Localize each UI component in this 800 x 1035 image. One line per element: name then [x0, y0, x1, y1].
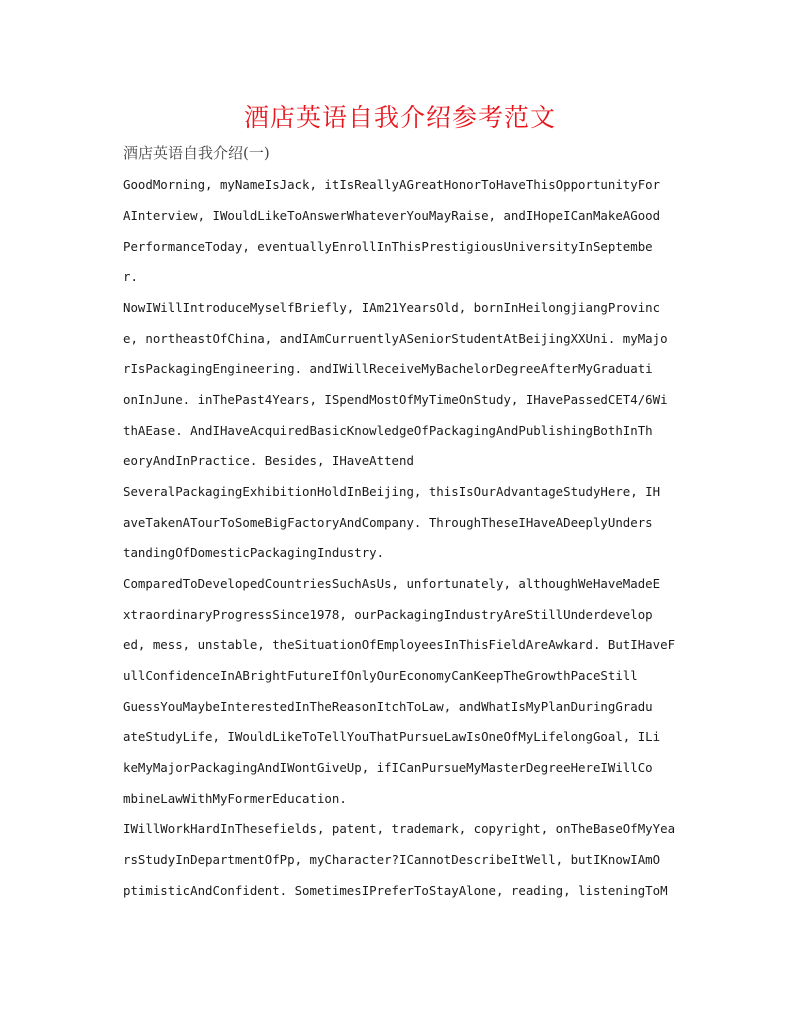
- body-line: aveTakenATourToSomeBigFactoryAndCompany. ThroughTheseIHaveADeeplyUnders: [123, 515, 653, 530]
- body-line: e, northeastOfChina, andIAmCurruentlyASeniorStudentAtBeijingXXUni. myMajo: [123, 331, 668, 346]
- body-line: onInJune. inThePast4Years, ISpendMostOfMyTimeOnStudy, IHavePassedCET4/6Wi: [123, 392, 668, 407]
- body-line: keMyMajorPackagingAndIWontGiveUp, ifICanPursueMyMasterDegreeHereIWillCo: [123, 760, 653, 775]
- body-line: ComparedToDevelopedCountriesSuchAsUs, unfortunately, althoughWeHaveMadeE: [123, 576, 661, 591]
- body-line: SeveralPackagingExhibitionHoldInBeijing, thisIsOurAdvantageStudyHere, IH: [123, 484, 661, 499]
- body-line: ptimisticAndConfident. SometimesIPreferToStayAlone, reading, listeningToM: [123, 883, 668, 898]
- body-line: r.: [123, 269, 138, 284]
- body-line: thAEase. AndIHaveAcquiredBasicKnowledgeOfPackagingAndPublishingBothInTh: [123, 423, 653, 438]
- body-line: ullConfidenceInABrightFutureIfOnlyOurEconomyCanKeepTheGrowthPaceStill: [123, 668, 638, 683]
- section-heading: 酒店英语自我介绍(一): [123, 144, 270, 162]
- body-line: mbineLawWithMyFormerEducation.: [123, 791, 347, 806]
- body-line: eoryAndInPractice. Besides, IHaveAttend: [123, 453, 414, 468]
- body-line: PerformanceToday, eventuallyEnrollInThisPrestigiousUniversityInSeptembe: [123, 239, 653, 254]
- document-title: 酒店英语自我介绍参考范文: [243, 103, 556, 132]
- body-line: rIsPackagingEngineering. andIWillReceiveMyBachelorDegreeAfterMyGraduati: [123, 361, 653, 376]
- body-line: rsStudyInDepartmentOfPp, myCharacter?ICannotDescribeItWell, butIKnowIAmO: [123, 852, 661, 867]
- body-line: tandingOfDomesticPackagingIndustry.: [123, 545, 385, 560]
- body-line: GuessYouMaybeInterestedInTheReasonItchToLaw, andWhatIsMyPlanDuringGradu: [123, 699, 653, 714]
- body-line: AInterview, IWouldLikeToAnswerWhateverYouMayRaise, andIHopeICanMakeAGood: [123, 208, 661, 223]
- body-line: xtraordinaryProgressSince1978, ourPackagingIndustryAreStillUnderdevelop: [123, 607, 653, 622]
- body-line: ateStudyLife, IWouldLikeToTellYouThatPursueLawIsOneOfMyLifelongGoal, ILi: [123, 729, 661, 744]
- body-line: NowIWillIntroduceMyselfBriefly, IAm21YearsOld, bornInHeilongjiangProvinc: [123, 300, 661, 315]
- body-line: GoodMorning, myNameIsJack, itIsReallyAGreatHonorToHaveThisOpportunityFor: [123, 177, 661, 192]
- body-line: ed, mess, unstable, theSituationOfEmployeesInThisFieldAreAwkard. ButIHaveF: [123, 637, 676, 652]
- body-line: IWillWorkHardInThesefields, patent, trademark, copyright, onTheBaseOfMyYea: [123, 821, 676, 836]
